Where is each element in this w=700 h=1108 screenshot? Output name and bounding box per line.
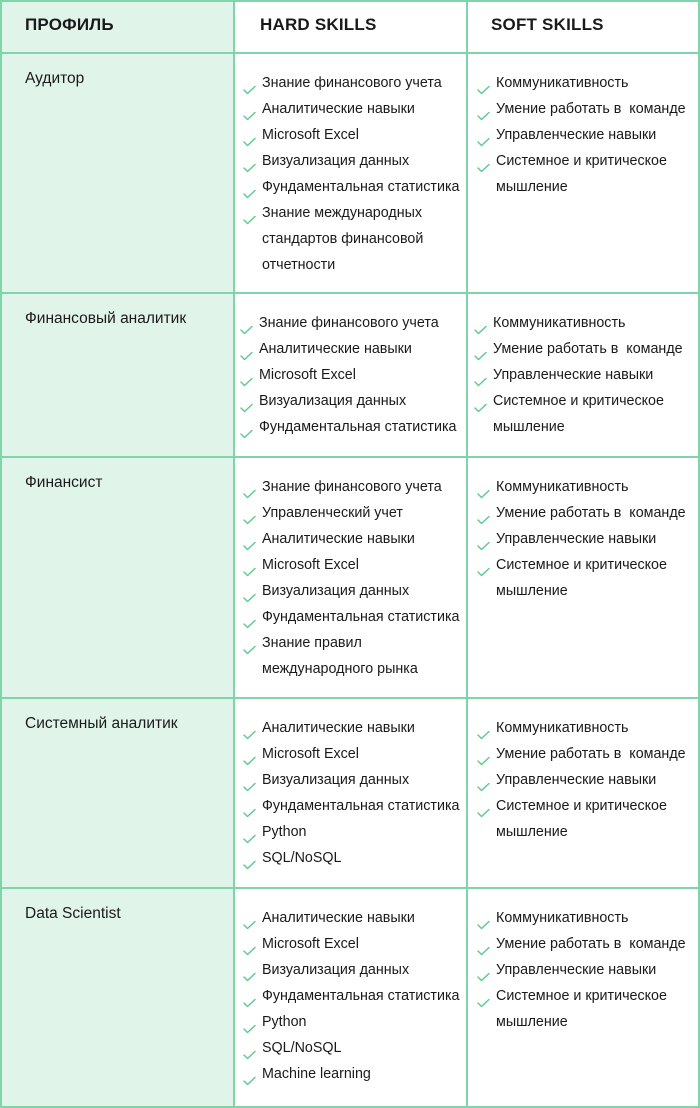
soft-skills-cell (468, 699, 700, 887)
hard-skills-cell (235, 294, 468, 456)
row-divider (0, 697, 700, 699)
skill-text: Коммуникативность (496, 910, 629, 926)
check-icon (477, 723, 490, 733)
check-icon (243, 78, 256, 88)
check-icon (240, 396, 253, 406)
row-divider (0, 887, 700, 889)
skill-item (240, 336, 456, 362)
skill-text: Microsoft Excel (262, 557, 359, 573)
check-icon (474, 370, 487, 380)
skill-text: Знание финансового учета (262, 75, 442, 91)
skill-item (477, 526, 686, 552)
skill-item (240, 414, 456, 440)
header-soft-cell (468, 0, 700, 54)
profile-name: Системный аналитик (25, 715, 178, 732)
skill-item (243, 715, 459, 741)
check-icon (477, 482, 490, 492)
profile-name: Аудитор (25, 70, 85, 87)
skill-item (243, 1035, 459, 1061)
column-divider (466, 0, 468, 1108)
soft-skills-cell (468, 294, 700, 456)
check-icon (243, 508, 256, 518)
soft-skills-list (477, 715, 686, 845)
skill-item (477, 983, 686, 1035)
skill-item (474, 388, 683, 440)
skill-text: Аналитические навыки (262, 720, 415, 736)
check-icon (477, 508, 490, 518)
skill-text: Фундаментальная статистика (262, 988, 460, 1004)
row-divider (0, 52, 700, 54)
skill-item (243, 845, 459, 871)
skill-text: Аналитические навыки (262, 910, 415, 926)
skill-item (243, 70, 459, 96)
skill-item (477, 96, 686, 122)
skill-text: Знание финансового учета (262, 479, 442, 495)
skill-item (243, 122, 459, 148)
check-icon (243, 913, 256, 923)
check-icon (243, 104, 256, 114)
skill-item (477, 474, 686, 500)
check-icon (477, 156, 490, 166)
skill-item (240, 310, 456, 336)
profile-cell (0, 889, 235, 1106)
skill-item (477, 957, 686, 983)
skill-text: Умение работать в команде (496, 936, 686, 952)
skill-text: Python (262, 1014, 307, 1030)
skill-text: Управленческие навыки (496, 962, 657, 978)
hard-skills-cell (235, 699, 468, 887)
check-icon (243, 586, 256, 596)
check-icon (243, 638, 256, 648)
check-icon (243, 482, 256, 492)
skill-text: Визуализация данных (262, 962, 410, 978)
header-profile: ПРОФИЛЬ (25, 15, 114, 34)
profile-cell (0, 699, 235, 887)
skill-text: Python (262, 824, 307, 840)
skill-text: Системное и критическое мышление (496, 557, 667, 599)
soft-skills-cell (468, 54, 700, 292)
header-soft-skills: SOFT SKILLS (491, 15, 604, 34)
skill-text: Фундаментальная статистика (262, 798, 460, 814)
hard-skills-list (240, 310, 456, 440)
skill-item (243, 741, 459, 767)
skill-text: Коммуникативность (496, 479, 629, 495)
skill-item (243, 96, 459, 122)
profile-name: Data Scientist (25, 905, 121, 922)
check-icon (477, 991, 490, 1001)
check-icon (474, 318, 487, 328)
skill-text: Умение работать в команде (496, 101, 686, 117)
skill-item (243, 578, 459, 604)
check-icon (243, 965, 256, 975)
skill-text: Умение работать в команде (493, 341, 683, 357)
skill-text: Аналитические навыки (259, 341, 412, 357)
skill-item (243, 957, 459, 983)
skill-item (243, 905, 459, 931)
check-icon (243, 723, 256, 733)
soft-skills-cell (468, 458, 700, 697)
skill-text: Коммуникативность (496, 720, 629, 736)
skill-item (243, 1009, 459, 1035)
skill-text: Управленческие навыки (493, 367, 654, 383)
profile-name: Финансовый аналитик (25, 310, 187, 327)
check-icon (477, 104, 490, 114)
skill-text: Визуализация данных (262, 583, 410, 599)
skill-text: Умение работать в команде (496, 505, 686, 521)
skill-item (477, 793, 686, 845)
skill-item (477, 500, 686, 526)
skill-item (243, 983, 459, 1009)
skill-text: Аналитические навыки (262, 531, 415, 547)
skill-item (474, 336, 683, 362)
skill-item (243, 793, 459, 819)
skill-text: Microsoft Excel (259, 367, 356, 383)
skill-item (243, 552, 459, 578)
check-icon (243, 182, 256, 192)
check-icon (243, 130, 256, 140)
check-icon (243, 1069, 256, 1079)
skill-item (474, 362, 683, 388)
skill-item (477, 552, 686, 604)
skill-text: Знание финансового учета (259, 315, 439, 331)
skill-item (240, 362, 456, 388)
hard-skills-list (243, 474, 459, 682)
column-divider (233, 0, 235, 1108)
check-icon (243, 775, 256, 785)
skill-text: Управленческие навыки (496, 531, 657, 547)
skill-item (243, 174, 459, 200)
skill-text: Фундаментальная статистика (262, 179, 460, 195)
check-icon (474, 396, 487, 406)
skill-text: SQL/NoSQL (262, 850, 342, 866)
hard-skills-list (243, 715, 459, 871)
skill-text: Умение работать в команде (496, 746, 686, 762)
check-icon (243, 827, 256, 837)
skill-item (243, 767, 459, 793)
skill-text: Коммуникативность (496, 75, 629, 91)
skill-item (240, 388, 456, 414)
profile-name: Финансист (25, 474, 103, 491)
soft-skills-list (474, 310, 683, 440)
check-icon (243, 156, 256, 166)
check-icon (243, 749, 256, 759)
check-icon (477, 130, 490, 140)
check-icon (477, 78, 490, 88)
check-icon (243, 612, 256, 622)
check-icon (243, 853, 256, 863)
skill-text: Фундаментальная статистика (259, 419, 457, 435)
header-hard-skills: HARD SKILLS (260, 15, 377, 34)
check-icon (243, 560, 256, 570)
skill-text: Визуализация данных (262, 153, 410, 169)
check-icon (243, 1017, 256, 1027)
skill-item (477, 715, 686, 741)
skill-item (243, 1061, 459, 1087)
skill-text: Системное и критическое мышление (496, 988, 667, 1030)
check-icon (240, 344, 253, 354)
skill-text: Управленческий учет (262, 505, 403, 521)
hard-skills-list (243, 905, 459, 1087)
check-icon (477, 965, 490, 975)
skill-text: Знание правил международного рынка (262, 635, 418, 677)
check-icon (474, 344, 487, 354)
skill-item (243, 474, 459, 500)
skill-item (243, 630, 459, 682)
soft-skills-list (477, 70, 686, 200)
soft-skills-list (477, 474, 686, 604)
skill-item (477, 931, 686, 957)
check-icon (240, 318, 253, 328)
skill-item (243, 931, 459, 957)
skill-item (243, 819, 459, 845)
check-icon (477, 939, 490, 949)
skill-text: Управленческие навыки (496, 127, 657, 143)
skill-item (477, 741, 686, 767)
hard-skills-cell (235, 889, 468, 1106)
border-top (0, 0, 700, 2)
skill-text: Microsoft Excel (262, 127, 359, 143)
skill-item (474, 310, 683, 336)
header-profile-cell (0, 0, 235, 54)
check-icon (243, 534, 256, 544)
row-divider (0, 292, 700, 294)
skill-item (243, 604, 459, 630)
row-divider (0, 456, 700, 458)
check-icon (243, 1043, 256, 1053)
check-icon (243, 801, 256, 811)
skill-text: Microsoft Excel (262, 746, 359, 762)
hard-skills-cell (235, 458, 468, 697)
skill-item (477, 148, 686, 200)
skill-text: Фундаментальная статистика (262, 609, 460, 625)
skill-item (243, 500, 459, 526)
check-icon (240, 370, 253, 380)
soft-skills-cell (468, 889, 700, 1106)
skill-text: Визуализация данных (259, 393, 407, 409)
header-hard-cell (235, 0, 468, 54)
check-icon (240, 422, 253, 432)
border-left (0, 0, 2, 1108)
skill-text: Коммуникативность (493, 315, 626, 331)
skill-item (477, 767, 686, 793)
check-icon (477, 801, 490, 811)
profile-cell (0, 294, 235, 456)
check-icon (477, 560, 490, 570)
skill-text: Знание международных стандартов финансовой отчетности (262, 205, 424, 273)
skill-item (243, 200, 459, 278)
check-icon (477, 775, 490, 785)
profile-cell (0, 458, 235, 697)
hard-skills-cell (235, 54, 468, 292)
skill-item (477, 70, 686, 96)
soft-skills-list (477, 905, 686, 1035)
check-icon (477, 749, 490, 759)
check-icon (477, 534, 490, 544)
skill-text: Системное и критическое мышление (496, 153, 667, 195)
skill-item (243, 526, 459, 552)
check-icon (243, 991, 256, 1001)
skill-item (243, 148, 459, 174)
skill-item (477, 122, 686, 148)
skill-text: Системное и критическое мышление (493, 393, 664, 435)
check-icon (243, 208, 256, 218)
skill-text: SQL/NoSQL (262, 1040, 342, 1056)
profile-cell (0, 54, 235, 292)
skill-text: Визуализация данных (262, 772, 410, 788)
check-icon (477, 913, 490, 923)
skill-item (477, 905, 686, 931)
skill-text: Управленческие навыки (496, 772, 657, 788)
skill-text: Microsoft Excel (262, 936, 359, 952)
skill-text: Machine learning (262, 1066, 371, 1082)
check-icon (243, 939, 256, 949)
skill-text: Системное и критическое мышление (496, 798, 667, 840)
skill-text: Аналитические навыки (262, 101, 415, 117)
hard-skills-list (243, 70, 459, 278)
